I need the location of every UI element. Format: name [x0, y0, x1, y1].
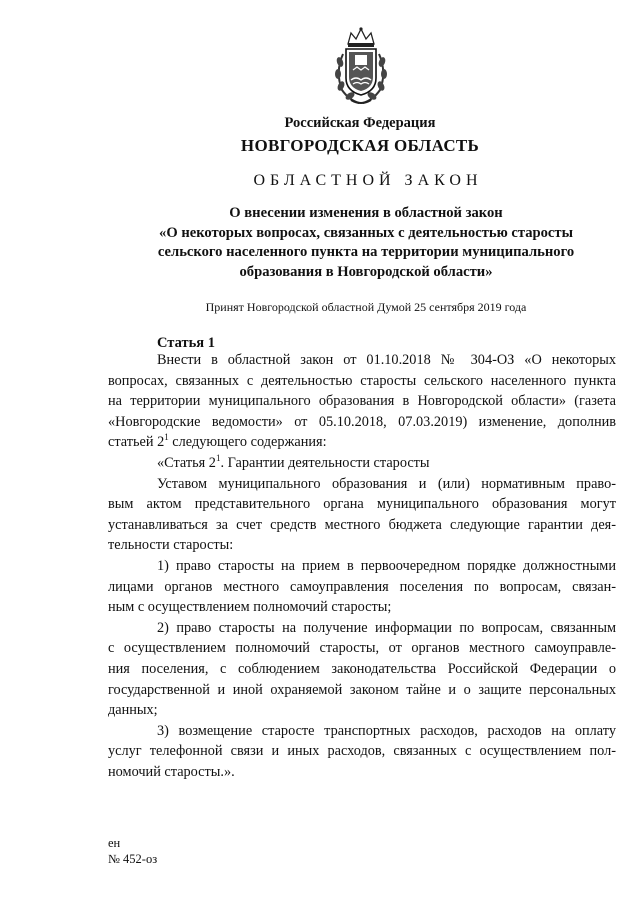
text-line: тельности старосты:	[108, 537, 234, 554]
title-line: О внесении изменения в областной закон	[229, 205, 503, 221]
adoption-note: Принят Новгородской областной Думой 25 сентября 2019 года	[205, 300, 527, 314]
guarantees-paragraph	[108, 474, 616, 556]
text-fragment: . Гарантии деятельности старосты	[220, 454, 430, 471]
text-line: вопросах, связанных с деятельностью старосты сельского населенного пункта	[108, 372, 616, 389]
document-footer	[108, 835, 157, 867]
law-title	[96, 204, 636, 282]
coat-of-arms-emblem	[331, 24, 391, 106]
text-line: Уставом муниципального образования и (или) нормативным право-	[157, 475, 616, 492]
text-fragment: «Статья 2	[157, 454, 216, 471]
superscript: 1	[164, 432, 169, 443]
list-item-1	[108, 556, 616, 618]
text-fragment: статьей 2	[108, 434, 165, 451]
federation-name: Российская Федерация	[284, 115, 436, 131]
text-fragment: следующего содержания:	[168, 434, 327, 451]
text-line: ным с осуществлением полномочий старосты;	[108, 599, 392, 616]
intro-paragraph	[108, 350, 616, 453]
text-line: 2) право старосты на получение информации по вопросам, связанным	[157, 619, 616, 636]
text-line: номочий старосты.».	[108, 763, 235, 780]
author-initials: ен	[108, 836, 121, 850]
text-line: 3) возмещение старосте транспортных расходов, расходов на оплату	[157, 722, 616, 739]
text-line: государственной и иной охраняемой законом тайне и о защите персональных	[108, 681, 616, 698]
superscript: 1	[215, 453, 221, 464]
text-line: вым актом представительного органа муниципального образования могут	[108, 496, 616, 513]
text-line	[108, 453, 616, 474]
text-line: устанавливаться за счет средств местного бюджета следующие гарантии дея-	[108, 516, 616, 533]
list-item-2	[108, 618, 616, 721]
list-item-3	[108, 721, 616, 783]
text-line: лицами органов местного самоуправления поселения по вопросам, связан-	[108, 578, 616, 595]
text-line: с осуществлением полномочий старосты, от органов местного самоуправле-	[108, 640, 616, 657]
region-name: НОВГОРОДСКАЯ ОБЛАСТЬ	[240, 136, 480, 155]
text-line: на территории муниципального образования в Новгородской области» (газета	[108, 393, 616, 410]
new-article-heading	[108, 453, 616, 474]
text-line: ния поселения, с соблюдением законодательства Российской Федерации о	[108, 660, 616, 677]
law-number: № 452-оз	[108, 852, 158, 866]
law-type: ОБЛАСТНОЙ ЗАКОН	[253, 172, 483, 189]
text-line	[108, 432, 616, 453]
article-heading: Статья 1	[157, 335, 215, 351]
text-line: услуг телефонной связи и иных расходов, связанных с осуществлением пол-	[108, 743, 616, 760]
text-line: 1) право старосты на прием в первоочередном порядке должностными	[157, 557, 616, 574]
title-line: сельского населенного пункта на территории муниципального	[157, 244, 575, 260]
title-line: «О некоторых вопросах, связанных с деятельностью старосты	[159, 224, 573, 241]
title-line: образования в Новгородской области»	[239, 263, 493, 280]
text-line: «Новгородские ведомости» от 05.10.2018, 07.03.2019) изменение, дополнив	[108, 413, 616, 430]
text-line: Внести в областной закон от 01.10.2018 № 304-ОЗ «О некоторых	[157, 352, 616, 368]
article-body	[108, 350, 616, 782]
text-line: данных;	[108, 702, 158, 719]
